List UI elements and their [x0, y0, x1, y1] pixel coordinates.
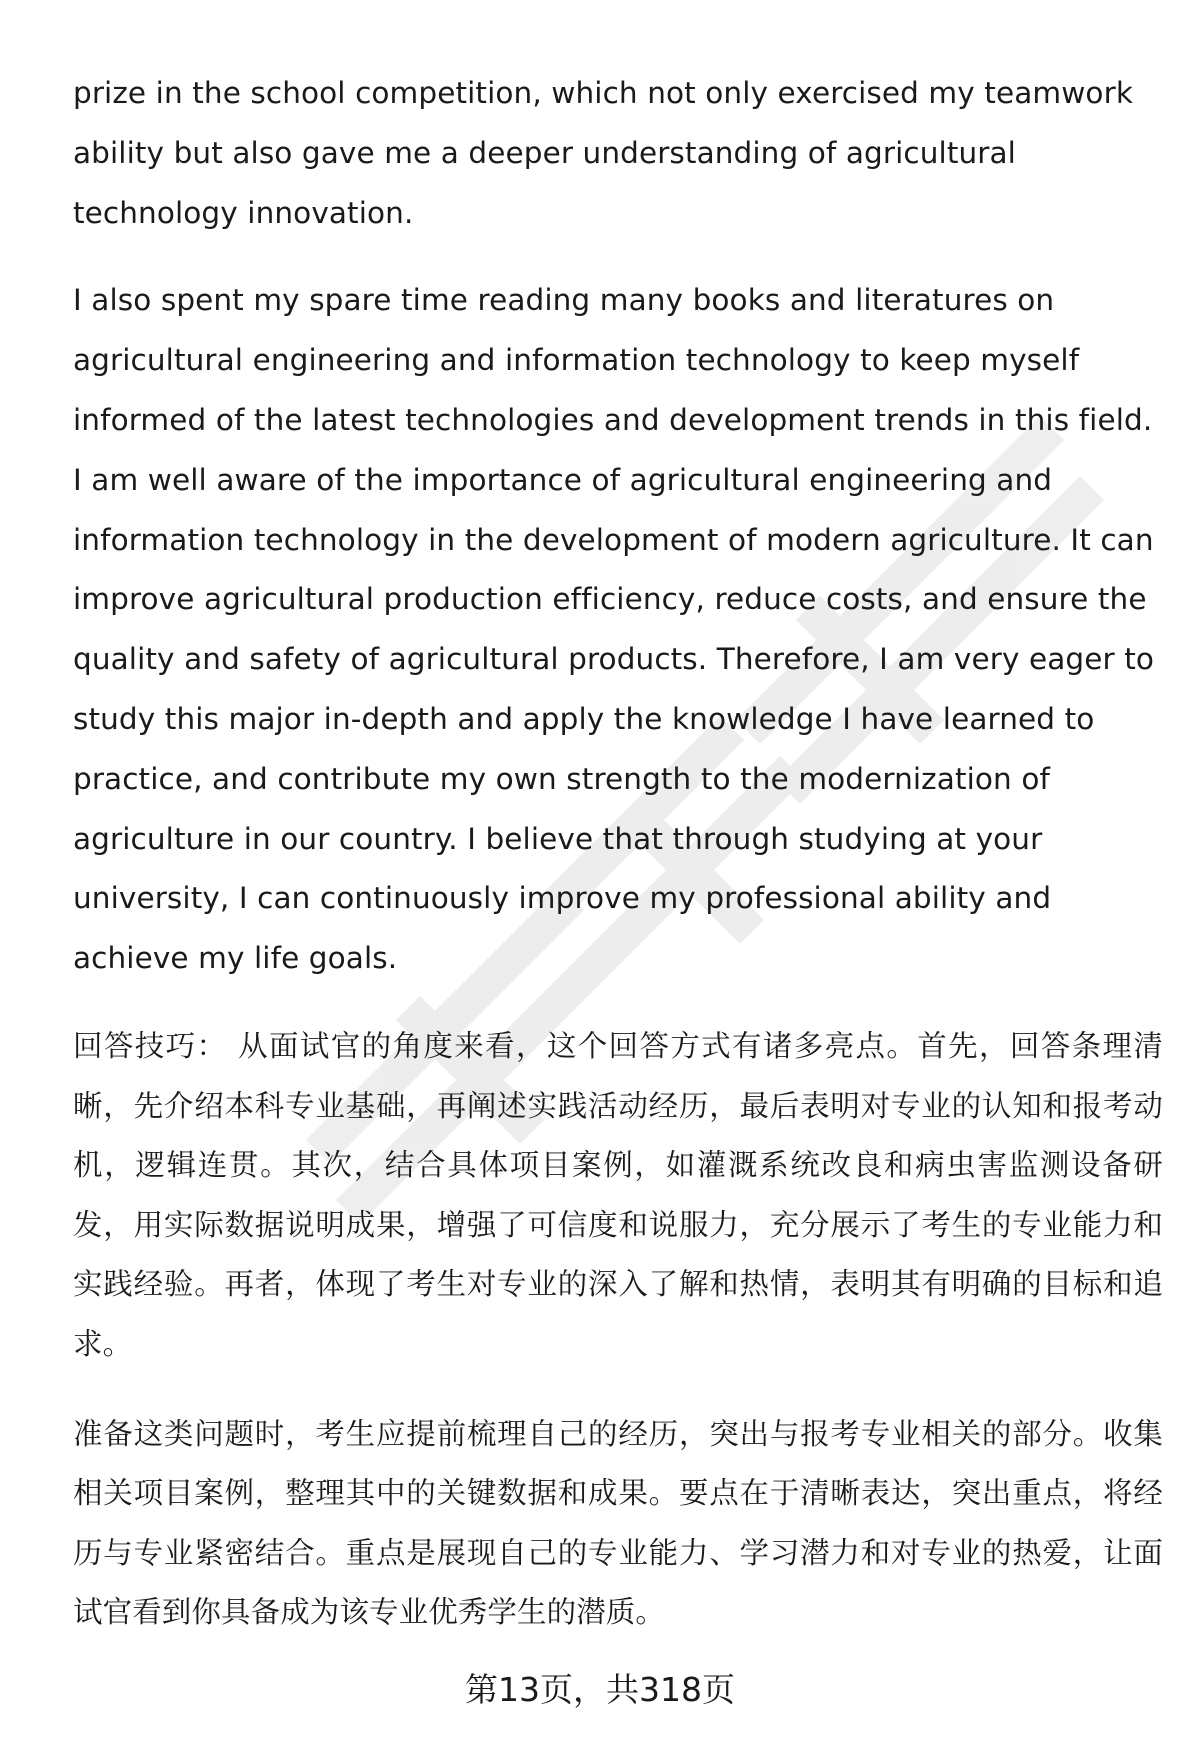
paragraph-preparation: 准备这类问题时，考生应提前梳理自己的经历，突出与报考专业相关的部分。收集相关项目案例，整理其中的关键数据和成果。要点在于清晰表达，突出重点，将经历与专业紧密结合。重点是展现自己的专业能力、学习潜力和对专业的热爱，让面试官看到你具备成为该专业优秀学生的潜质。: [73, 1416, 1163, 1630]
paragraph-1: prize in the school competition, which not only exercised my teamwork ability but also gave me a deeper understanding of agricultural technology innovation.: [73, 76, 1133, 230]
paragraph-answer-tips: 回答技巧： 从面试官的角度来看，这个回答方式有诸多亮点。首先，回答条理清晰，先介绍本科专业基础，再阐述实践活动经历，最后表明对专业的认知和报考动机，逻辑连贯。其次，结合具体项目案例，如灌溉系统改良和病虫害监测设备研发，用实际数据说明成果，增强了可信度和说服力，充分展示了考生的专业能力和实践经验。再者，体现了考生对专业的深入了解和热情，表明其有明确的目标和追求。: [73, 1028, 1163, 1361]
document-body: [73, 64, 1163, 1643]
paragraph-2: I also spent my spare time reading many books and literatures on agricultural engineering and information technology to keep myself informed of the latest technologies and development trends in this field. I am well aware of the importance of agricultural engineering and information technology in the development of modern agriculture. It can improve agricultural production efficiency, reduce costs, and ensure the quality and safety of agricultural products. Therefore, I am very eager to study this major in-depth and apply the knowledge I have learned to practice, and contribute my own strength to the modernization of agriculture in our country. I believe that through studying at your university, I can continuously improve my professional ability and achieve my life goals.: [73, 283, 1155, 976]
page-number-footer: 第13页，共318页: [465, 1670, 735, 1709]
